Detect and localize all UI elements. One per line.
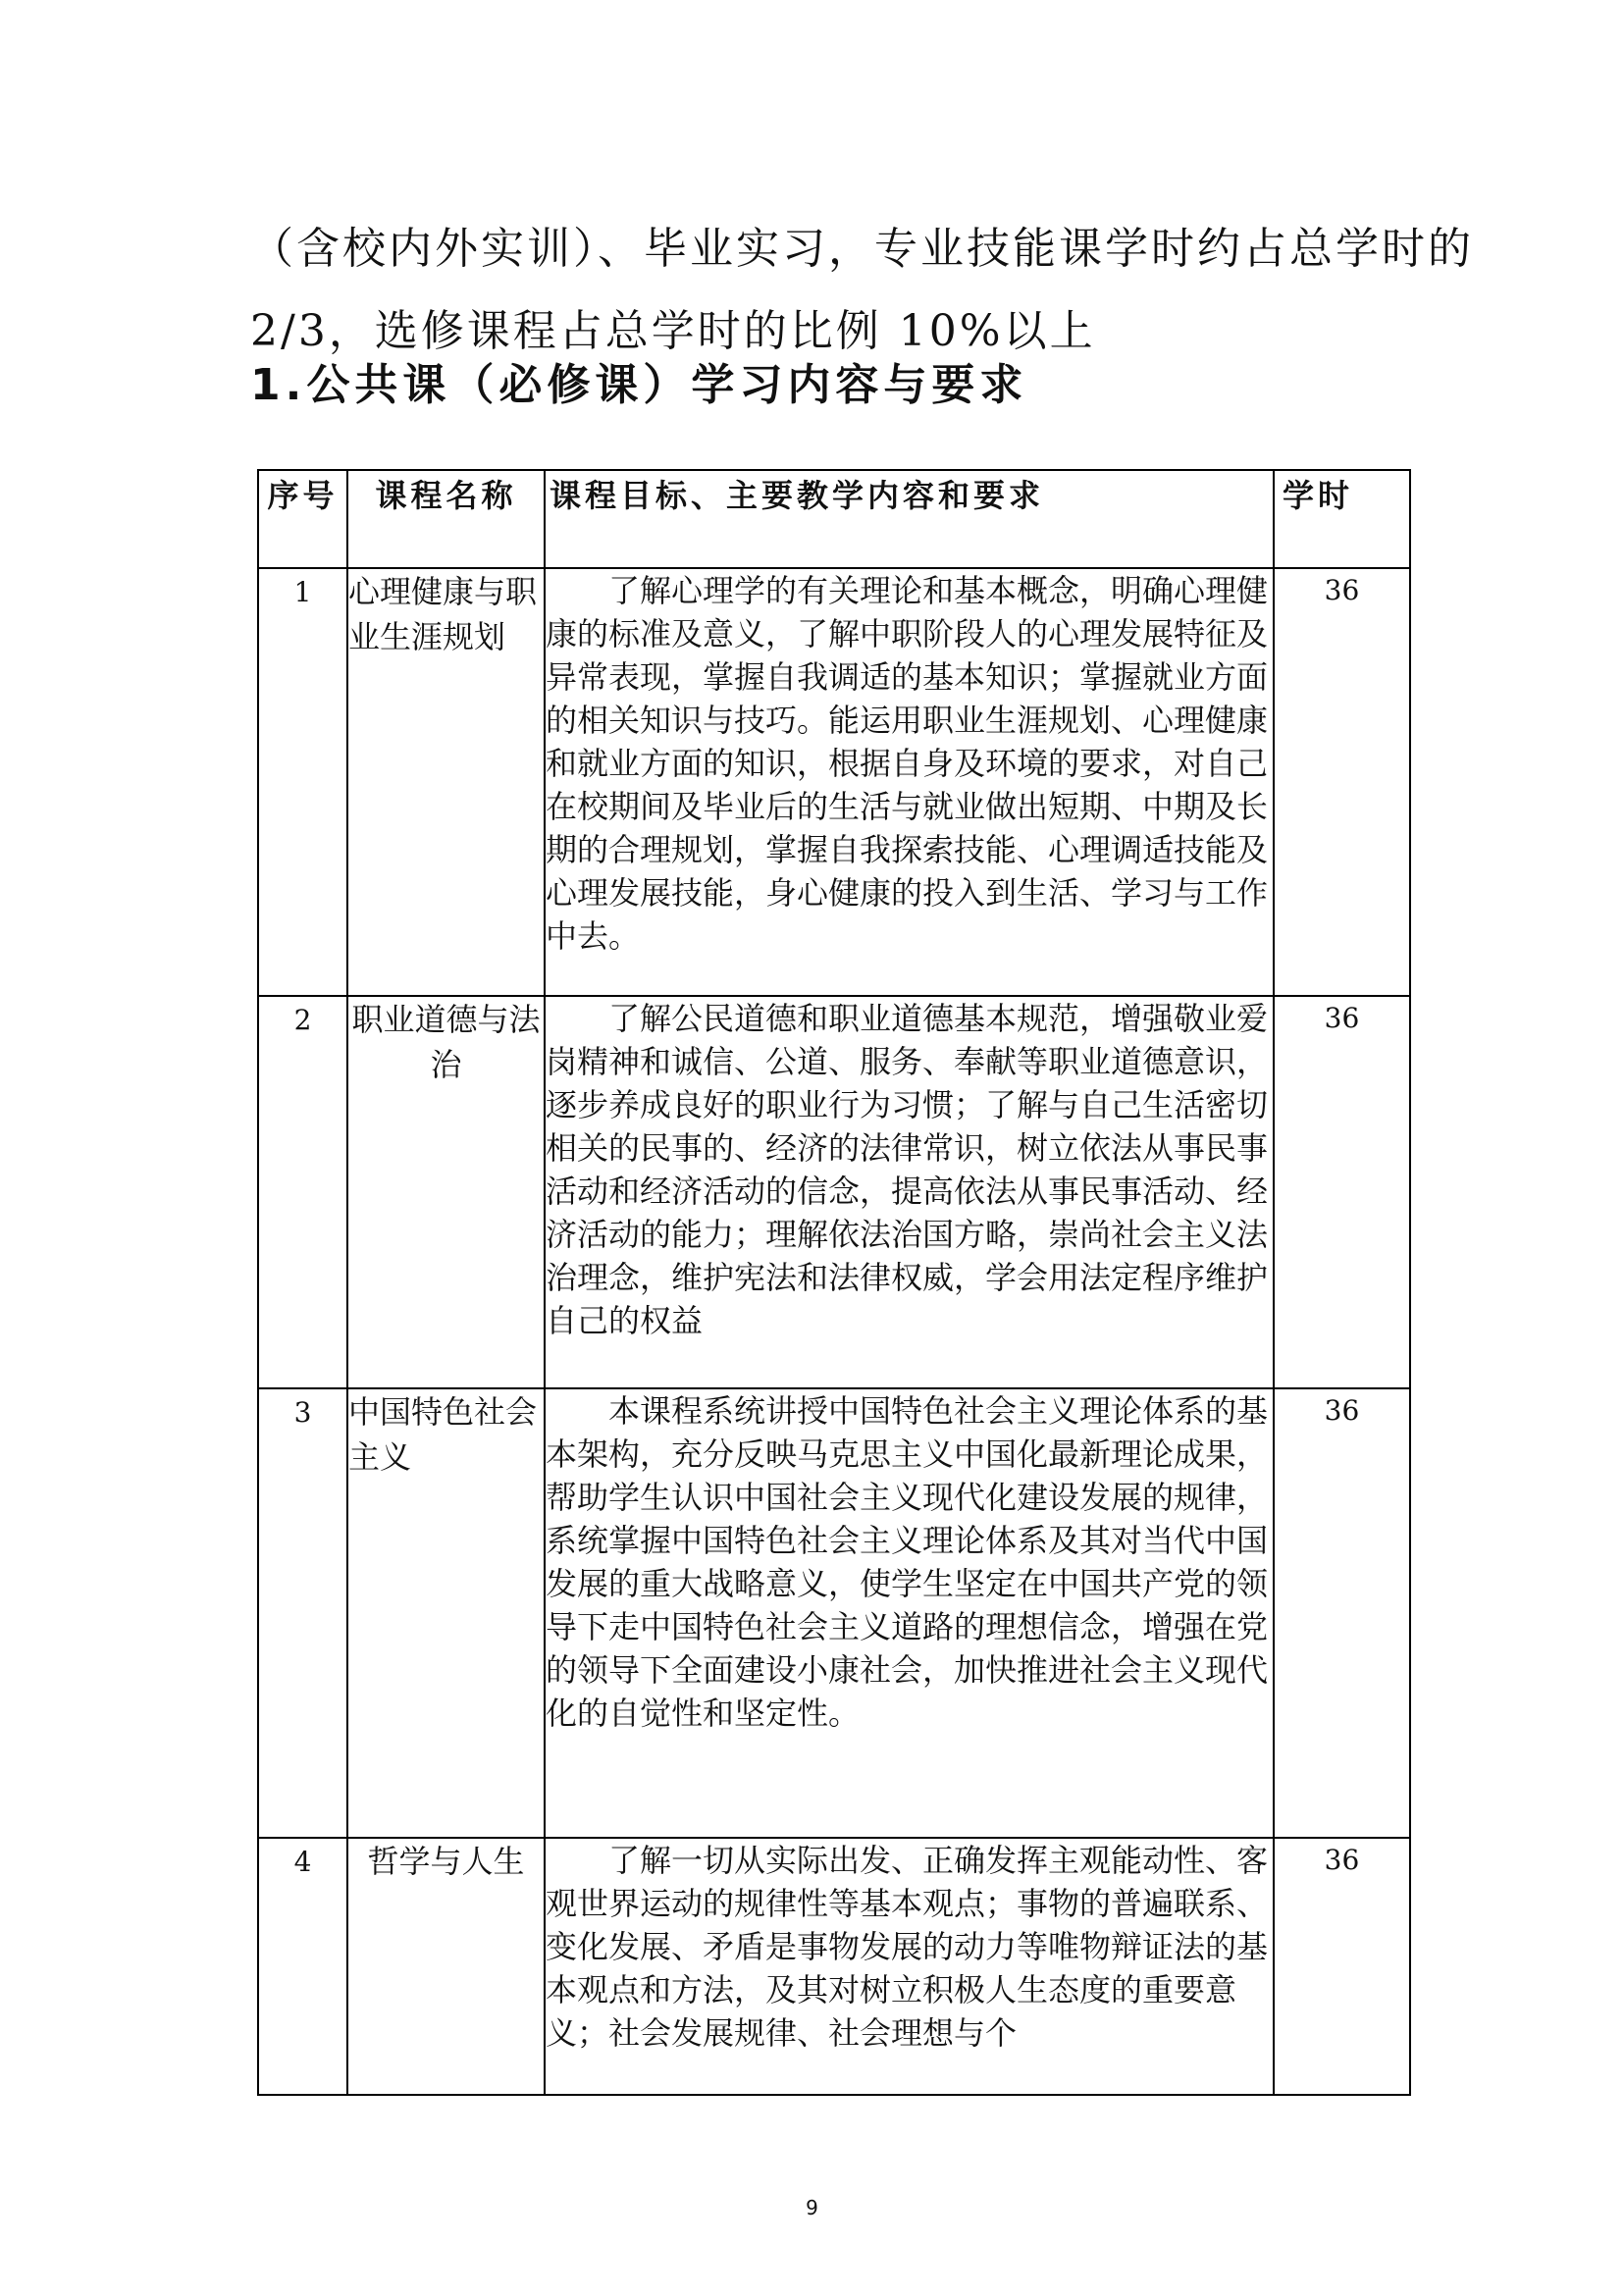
- header-description: 课程目标、主要教学内容和要求: [545, 470, 1274, 568]
- row-index: 4: [258, 1838, 347, 2095]
- table-row: [258, 1838, 1410, 2095]
- course-table: [257, 469, 1411, 2096]
- header-hours: 学时: [1274, 470, 1410, 568]
- header-index: 序号: [258, 470, 347, 568]
- row-description: 本课程系统讲授中国特色社会主义理论体系的基本架构，充分反映马克思主义中国化最新理论成果，帮助学生认识中国社会主义现代化建设发展的规律，系统掌握中国特色社会主义理论体系及其对当代中国发展的重大战略意义，使学生坚定在中国共产党的领导下走中国特色社会主义道路的理想信念，增强在党的领导下全面建设小康社会，加快推进社会主义现代化的自觉性和坚定性。: [545, 1388, 1274, 1838]
- row-course-name: 中国特色社会主义: [347, 1388, 545, 1838]
- intro-line-2: 2/3，选修课程占总学时的比例 10%以上: [250, 306, 1096, 356]
- intro-paragraph: [250, 208, 1474, 373]
- table-row: [258, 568, 1410, 996]
- row-description: 了解一切从实际出发、正确发挥主观能动性、客观世界运动的规律性等基本观点；事物的普遍联系、变化发展、矛盾是事物发展的动力等唯物辩证法的基本观点和方法，及其对树立积极人生态度的重要意义；社会发展规律、社会理想与个: [545, 1838, 1274, 2095]
- row-course-name: 职业道德与法治: [347, 996, 545, 1388]
- row-hours: 36: [1274, 1838, 1410, 2095]
- row-hours: 36: [1274, 568, 1410, 996]
- row-description: 了解心理学的有关理论和基本概念，明确心理健康的标准及意义，了解中职阶段人的心理发展特征及异常表现，掌握自我调适的基本知识；掌握就业方面的相关知识与技巧。能运用职业生涯规划、心理健康和就业方面的知识，根据自身及环境的要求，对自己在校期间及毕业后的生活与就业做出短期、中期及长期的合理规划，掌握自我探索技能、心理调适技能及心理发展技能，身心健康的投入到生活、学习与工作中去。: [545, 568, 1274, 996]
- header-course-name: 课程名称: [347, 470, 545, 568]
- intro-line-1: （含校内外实训）、毕业实习，专业技能课学时约占总学时的: [250, 224, 1474, 274]
- row-course-name: 心理健康与职业生涯规划: [347, 568, 545, 996]
- row-index: 1: [258, 568, 347, 996]
- table-row: [258, 1388, 1410, 1838]
- row-index: 2: [258, 996, 347, 1388]
- section-heading: 1.公共课（必修课）学习内容与要求: [250, 360, 1028, 410]
- table-header-row: [258, 470, 1410, 568]
- row-course-name: 哲学与人生: [347, 1838, 545, 2095]
- row-index: 3: [258, 1388, 347, 1838]
- row-hours: 36: [1274, 1388, 1410, 1838]
- page-number: 9: [806, 2196, 818, 2219]
- row-hours: 36: [1274, 996, 1410, 1388]
- row-description: 了解公民道德和职业道德基本规范，增强敬业爱岗精神和诚信、公道、服务、奉献等职业道德意识，逐步养成良好的职业行为习惯；了解与自己生活密切相关的民事的、经济的法律常识，树立依法从事民事活动和经济活动的信念，提高依法从事民事活动、经济活动的能力；理解依法治国方略，崇尚社会主义法治理念，维护宪法和法律权威，学会用法定程序维护自己的权益: [545, 996, 1274, 1388]
- table-row: [258, 996, 1410, 1388]
